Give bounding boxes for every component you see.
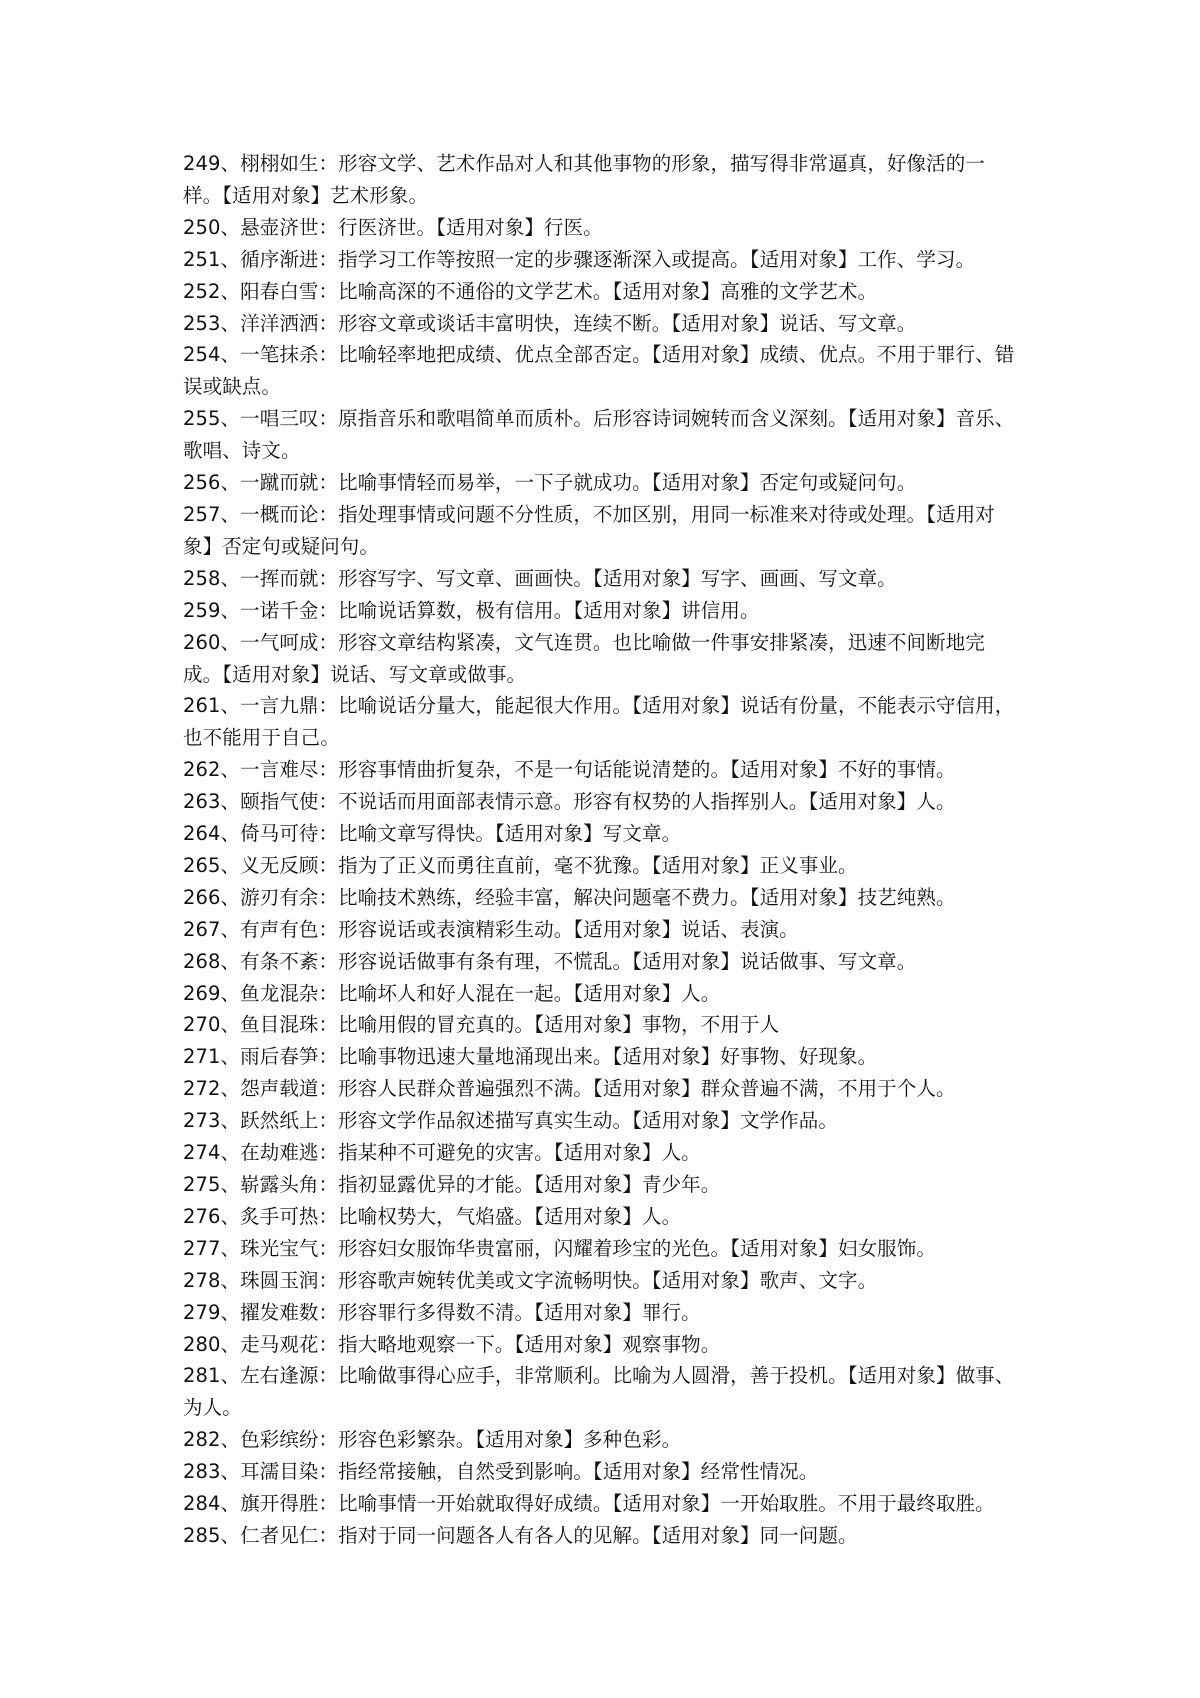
idiom-entry: 258、一挥而就：形容写字、写文章、画画快。【适用对象】写字、画画、写文章。 bbox=[183, 566, 897, 590]
idiom-list bbox=[183, 148, 1021, 1552]
idiom-entry: 256、一蹴而就：比喻事情轻而易举，一下子就成功。【适用对象】否定句或疑问句。 bbox=[183, 471, 917, 495]
idiom-entry: 266、游刃有余：比喻技术熟练，经验丰富，解决问题毫不费力。【适用对象】技艺纯熟。 bbox=[183, 885, 956, 909]
idiom-entry: 262、一言难尽：形容事情曲折复杂，不是一句话能说清楚的。【适用对象】不好的事情。 bbox=[183, 758, 956, 782]
idiom-entry: 285、仁者见仁：指对于同一问题各人有各人的见解。【适用对象】同一问题。 bbox=[183, 1523, 858, 1547]
idiom-entry: 257、一概而论：指处理事情或问题不分性质，不加区别，用同一标准来对待或处理。【适用对象】否定句或疑问句。 bbox=[183, 502, 995, 558]
idiom-entry: 252、阳春白雪：比喻高深的不通俗的文学艺术。【适用对象】高雅的文学艺术。 bbox=[183, 279, 878, 303]
idiom-entry: 279、擢发难数：形容罪行多得数不清。【适用对象】罪行。 bbox=[183, 1300, 701, 1324]
idiom-entry: 259、一诺千金：比喻说话算数，极有信用。【适用对象】讲信用。 bbox=[183, 598, 760, 622]
idiom-entry: 269、鱼龙混杂：比喻坏人和好人混在一起。【适用对象】人。 bbox=[183, 981, 721, 1005]
idiom-entry: 278、珠圆玉润：形容歌声婉转优美或文字流畅明快。【适用对象】歌声、文字。 bbox=[183, 1268, 878, 1292]
idiom-entry: 274、在劫难逃：指某种不可避免的灾害。【适用对象】人。 bbox=[183, 1141, 701, 1165]
idiom-entry: 249、栩栩如生：形容文学、艺术作品对人和其他事物的形象，描写得非常逼真，好像活的一样。【适用对象】艺术形象。 bbox=[183, 152, 985, 207]
idiom-entry: 275、崭露头角：指初显露优异的才能。【适用对象】青少年。 bbox=[183, 1173, 721, 1196]
idiom-entry: 273、跃然纸上：形容文学作品叙述描写真实生动。【适用对象】文学作品。 bbox=[183, 1109, 838, 1133]
idiom-entry: 250、悬壶济世：行医济世。【适用对象】行医。 bbox=[183, 215, 603, 239]
idiom-entry: 267、有声有色：形容说话或表演精彩生动。【适用对象】说话、表演。 bbox=[183, 917, 799, 941]
idiom-entry: 253、洋洋洒洒：形容文章或谈话丰富明快，连续不断。【适用对象】说话、写文章。 bbox=[183, 311, 917, 335]
idiom-entry: 265、义无反顾：指为了正义而勇往直前，毫不犹豫。【适用对象】正义事业。 bbox=[183, 853, 858, 877]
idiom-entry: 260、一气呵成：形容文章结构紧凑，文气连贯。也比喻做一件事安排紧凑，迅速不间断地完成。【适用对象】说话、写文章或做事。 bbox=[183, 630, 985, 686]
idiom-entry: 264、倚马可待：比喻文章写得快。【适用对象】写文章。 bbox=[183, 822, 682, 846]
idiom-entry: 281、左右逢源：比喻做事得心应手，非常顺利。比喻为人圆滑，善于投机。【适用对象】做事、为人。 bbox=[183, 1364, 1015, 1420]
idiom-entry: 282、色彩缤纷：形容色彩繁杂。【适用对象】多种色彩。 bbox=[183, 1428, 682, 1452]
idiom-entry: 271、雨后春笋：比喻事物迅速大量地涌现出来。【适用对象】好事物、好现象。 bbox=[183, 1045, 878, 1069]
idiom-entry: 254、一笔抹杀：比喻轻率地把成绩、优点全部否定。【适用对象】成绩、优点。不用于罪行、错误或缺点。 bbox=[183, 343, 1015, 399]
idiom-entry: 280、走马观花：指大略地观察一下。【适用对象】观察事物。 bbox=[183, 1332, 721, 1356]
idiom-entry: 270、鱼目混珠：比喻用假的冒充真的。【适用对象】事物，不用于人 bbox=[183, 1013, 780, 1037]
idiom-entry: 255、一唱三叹：原指音乐和歌唱简单而质朴。后形容诗词婉转而含义深刻。【适用对象】音乐、歌唱、诗文。 bbox=[183, 407, 1015, 463]
idiom-entry: 261、一言九鼎：比喻说话分量大，能起很大作用。【适用对象】说话有份量，不能表示守信用，也不能用于自己。 bbox=[183, 694, 1015, 750]
idiom-entry: 251、循序渐进：指学习工作等按照一定的步骤逐渐深入或提高。【适用对象】工作、学习。 bbox=[183, 247, 976, 271]
idiom-entry: 276、炙手可热：比喻权势大，气焰盛。【适用对象】人。 bbox=[183, 1204, 682, 1228]
idiom-entry: 283、耳濡目染：指经常接触，自然受到影响。【适用对象】经常性情况。 bbox=[183, 1460, 819, 1484]
idiom-entry: 284、旗开得胜：比喻事情一开始就取得好成绩。【适用对象】一开始取胜。不用于最终取胜。 bbox=[183, 1492, 995, 1516]
idiom-entry: 268、有条不紊：形容说话做事有条有理，不慌乱。【适用对象】说话做事、写文章。 bbox=[183, 949, 917, 973]
idiom-entry: 263、颐指气使：不说话而用面部表情示意。形容有权势的人指挥别人。【适用对象】人。 bbox=[183, 790, 956, 814]
idiom-entry: 277、珠光宝气：形容妇女服饰华贵富丽，闪耀着珍宝的光色。【适用对象】妇女服饰。 bbox=[183, 1236, 936, 1260]
idiom-entry: 272、怨声载道：形容人民群众普遍强烈不满。【适用对象】群众普遍不满，不用于个人。 bbox=[183, 1077, 956, 1101]
